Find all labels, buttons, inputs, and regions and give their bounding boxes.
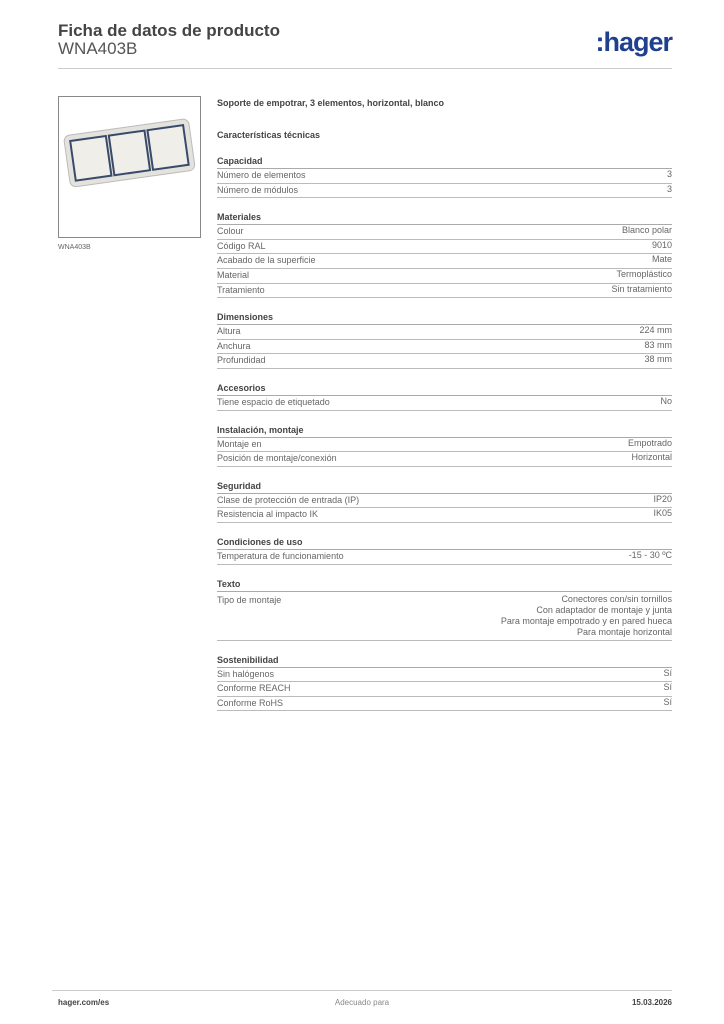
spec-section (217, 535, 672, 565)
spec-value (644, 340, 672, 354)
spec-row (217, 254, 672, 269)
spec-row (217, 169, 672, 184)
spec-value (622, 225, 672, 239)
spec-value-line: Empotrado (627, 437, 672, 448)
spec-value (652, 240, 672, 254)
spec-label: Código RAL (217, 240, 266, 251)
footer-website[interactable]: hager.com/es (58, 998, 110, 1007)
spec-label: Profundidad (217, 355, 266, 366)
product-image (58, 96, 201, 238)
spec-value-line: 9010 (651, 239, 672, 250)
spec-value-line: Con adaptador de montaje y junta (536, 604, 672, 615)
spec-value-line: 224 mm (639, 325, 672, 336)
spec-value-line: Horizontal (631, 452, 672, 463)
spec-value (667, 184, 672, 198)
spec-value (663, 668, 672, 682)
spec-value-line: 38 mm (644, 354, 672, 365)
spec-section (217, 423, 672, 467)
spec-value-line: 3 (666, 183, 672, 194)
spec-value-line: Sí (663, 682, 672, 693)
spec-section (217, 479, 672, 523)
spec-row (217, 225, 672, 240)
spec-value-line: IP20 (653, 493, 672, 504)
spec-row (217, 325, 672, 340)
footer-divider (52, 990, 672, 991)
spec-value-line: Sí (663, 667, 672, 678)
section-title: Accesorios (217, 381, 672, 396)
spec-section (217, 310, 672, 369)
spec-section (217, 653, 672, 712)
spec-label: Anchura (217, 340, 251, 351)
spec-section (217, 381, 672, 411)
spec-value-line: -15 - 30 ºC (628, 549, 672, 560)
spec-value-line: Conectores con/sin tornillos (561, 593, 672, 604)
image-caption: WNA403B (58, 244, 91, 251)
product-code: WNA403B (58, 39, 138, 58)
spec-label: Material (217, 269, 250, 280)
spec-value (660, 396, 672, 410)
spec-value (639, 325, 672, 339)
spec-row (217, 494, 672, 509)
section-title: Dimensiones (217, 310, 672, 325)
spec-label: Tipo de montaje (217, 594, 282, 605)
spec-value-line: 83 mm (644, 339, 672, 350)
spec-row (217, 284, 672, 299)
spec-value-line: Termoplástico (616, 268, 672, 279)
spec-label: Resistencia al impacto IK (217, 509, 319, 520)
spec-section (217, 577, 672, 641)
spec-value-line: 3 (666, 169, 672, 179)
spec-label: Tiene espacio de etiquetado (217, 396, 330, 407)
spec-row (217, 354, 672, 369)
section-title: Sostenibilidad (217, 653, 672, 668)
section-title: Instalación, montaje (217, 423, 672, 438)
spec-value-line: Sí (663, 696, 672, 707)
spec-label: Acabado de la superficie (217, 255, 316, 266)
spec-label: Posición de montaje/conexión (217, 453, 337, 464)
product-description: Soporte de empotrar, 3 elementos, horizontal, blanco (217, 98, 445, 108)
spec-label: Número de módulos (217, 184, 299, 195)
spec-row (217, 438, 672, 453)
spec-value (501, 594, 672, 638)
hager-logo: :hager (595, 27, 672, 57)
spec-value (644, 354, 672, 368)
section-title: Condiciones de uso (217, 535, 672, 550)
spec-row (217, 184, 672, 199)
spec-label: Altura (217, 326, 241, 337)
specs-panel (217, 96, 672, 711)
spec-value (663, 697, 672, 711)
header-divider (58, 68, 672, 69)
spec-section (217, 210, 672, 298)
spec-label: Conforme RoHS (217, 697, 284, 708)
section-title: Texto (217, 577, 672, 592)
spec-value (667, 169, 672, 183)
spec-value (631, 452, 672, 466)
spec-row (217, 452, 672, 467)
spec-value-line: No (660, 395, 672, 406)
spec-label: Colour (217, 226, 244, 237)
spec-row (217, 240, 672, 255)
section-title: Materiales (217, 210, 672, 225)
spec-label: Montaje en (217, 438, 262, 449)
spec-row (217, 269, 672, 284)
document-title: Ficha de datos de producto (58, 21, 280, 40)
spec-label: Tratamiento (217, 284, 265, 295)
footer-center: Adecuado para (334, 998, 390, 1007)
spec-row (217, 697, 672, 712)
footer-date: 15.03.2026 (631, 998, 672, 1007)
spec-label: Temperatura de funcionamiento (217, 550, 344, 561)
characteristics-title: Características técnicas (217, 130, 321, 140)
spec-row (217, 682, 672, 697)
spec-value (653, 494, 672, 508)
spec-section (217, 154, 672, 198)
spec-value (628, 438, 672, 452)
spec-value (663, 682, 672, 696)
spec-row (217, 550, 672, 565)
spec-value (652, 254, 672, 268)
spec-value-line: Para montaje horizontal (576, 626, 672, 637)
spec-value-line: Para montaje empotrado y en pared hueca (500, 615, 672, 626)
spec-value (629, 550, 672, 564)
spec-label: Número de elementos (217, 170, 306, 180)
spec-row (217, 668, 672, 683)
spec-row (217, 592, 672, 641)
spec-row (217, 340, 672, 355)
spec-value (616, 269, 672, 283)
spec-label: Sin halógenos (217, 668, 275, 679)
spec-value (653, 508, 672, 522)
spec-value (611, 284, 672, 298)
spec-value-line: Sin tratamiento (611, 283, 672, 294)
spec-value-line: Mate (651, 254, 672, 265)
spec-row (217, 396, 672, 411)
spec-label: Clase de protección de entrada (IP) (217, 494, 360, 505)
section-title: Capacidad (217, 154, 672, 169)
spec-label: Conforme REACH (217, 683, 291, 694)
section-title: Seguridad (217, 479, 672, 494)
spec-row (217, 508, 672, 523)
spec-value-line: Blanco polar (621, 225, 672, 236)
spec-value-line: IK05 (653, 508, 672, 519)
